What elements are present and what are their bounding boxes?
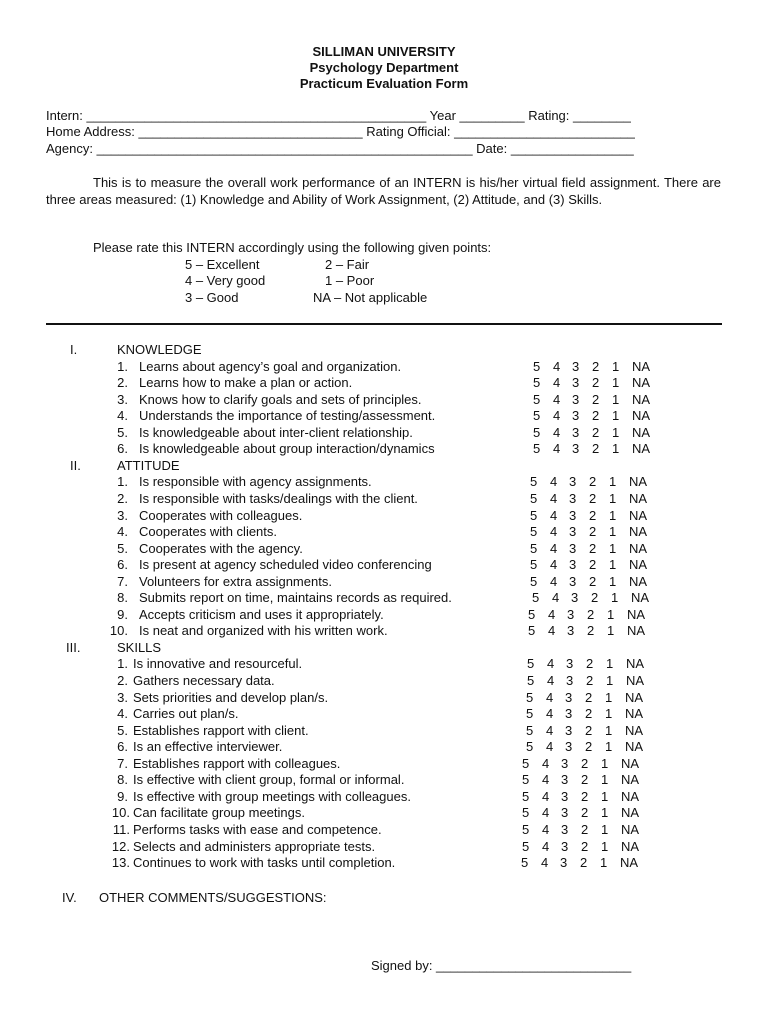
rating-option-3[interactable]: 3 bbox=[572, 358, 580, 374]
item-text: Is responsible with agency assignments. bbox=[139, 474, 372, 490]
item-number: 3. bbox=[117, 507, 128, 523]
evaluation-item bbox=[0, 474, 768, 490]
evaluation-item bbox=[0, 623, 768, 639]
rating-option-1[interactable]: 1 bbox=[609, 507, 617, 523]
section-numeral: II. bbox=[70, 457, 81, 473]
rating-option-3[interactable]: 3 bbox=[561, 755, 569, 771]
section-title: ATTITUDE bbox=[117, 457, 180, 473]
rating-option-2[interactable]: 2 bbox=[585, 689, 593, 705]
address-official-field: Home Address: _______________________________ Rating Official: _________________________ bbox=[46, 124, 635, 139]
item-number: 4. bbox=[117, 408, 128, 424]
rating-option-4[interactable]: 4 bbox=[553, 424, 561, 440]
rating-option-3[interactable]: 3 bbox=[560, 855, 568, 871]
rating-option-3[interactable]: 3 bbox=[569, 557, 577, 573]
evaluation-item bbox=[0, 723, 768, 739]
rating-option-5[interactable]: 5 bbox=[522, 772, 530, 788]
rating-option-na[interactable]: NA bbox=[621, 838, 640, 854]
rating-option-1[interactable]: 1 bbox=[612, 391, 620, 407]
item-number: 13. bbox=[111, 855, 130, 871]
evaluation-item bbox=[0, 359, 768, 375]
intern-year-rating-field: Intern: _______________________________________________ Year _________ Rating: ________ bbox=[46, 108, 631, 123]
item-number: 3. bbox=[117, 391, 128, 407]
rating-option-4[interactable]: 4 bbox=[546, 689, 554, 705]
item-number: 1. bbox=[117, 474, 128, 490]
rating-option-1[interactable]: 1 bbox=[609, 573, 617, 589]
evaluation-item bbox=[0, 656, 768, 672]
rating-option-5[interactable]: 5 bbox=[530, 474, 538, 490]
rating-option-na[interactable]: NA bbox=[625, 739, 644, 755]
item-text: Establishes rapport with colleagues. bbox=[133, 755, 341, 771]
rating-option-1[interactable]: 1 bbox=[612, 424, 620, 440]
rating-option-3[interactable]: 3 bbox=[571, 590, 579, 606]
item-text: Is effective with client group, formal or informal. bbox=[133, 772, 405, 788]
evaluation-item bbox=[0, 508, 768, 524]
evaluation-item bbox=[0, 524, 768, 540]
rating-option-4[interactable]: 4 bbox=[546, 739, 554, 755]
evaluation-item bbox=[0, 822, 768, 838]
item-text: Is effective with group meetings with colleagues. bbox=[133, 788, 411, 804]
rating-option-na[interactable]: NA bbox=[621, 755, 640, 771]
rating-option-1[interactable]: 1 bbox=[605, 739, 613, 755]
rating-option-2[interactable]: 2 bbox=[581, 755, 589, 771]
rating-option-3[interactable]: 3 bbox=[565, 722, 573, 738]
rating-option-3[interactable]: 3 bbox=[561, 805, 569, 821]
rating-option-1[interactable]: 1 bbox=[605, 706, 613, 722]
item-text: Is present at agency scheduled video conferencing bbox=[139, 557, 432, 573]
rating-option-1[interactable]: 1 bbox=[605, 689, 613, 705]
rating-option-2[interactable]: 2 bbox=[586, 673, 594, 688]
rating-option-3[interactable]: 3 bbox=[565, 689, 573, 705]
rating-option-2[interactable]: 2 bbox=[591, 590, 599, 606]
item-number: 2. bbox=[117, 673, 128, 688]
rating-option-5[interactable]: 5 bbox=[530, 524, 538, 540]
evaluation-item bbox=[0, 855, 768, 871]
rating-option-2[interactable]: 2 bbox=[581, 772, 589, 788]
item-text: Understands the importance of testing/assessment. bbox=[139, 408, 436, 424]
rating-option-2[interactable]: 2 bbox=[592, 375, 600, 391]
rating-option-3[interactable]: 3 bbox=[569, 507, 577, 523]
item-number: 5. bbox=[117, 424, 128, 440]
rating-option-5[interactable]: 5 bbox=[533, 391, 541, 407]
rating-option-2[interactable]: 2 bbox=[592, 358, 600, 374]
rating-option-5[interactable]: 5 bbox=[530, 573, 538, 589]
rating-option-1[interactable]: 1 bbox=[609, 474, 617, 490]
rating-option-4[interactable]: 4 bbox=[550, 540, 558, 556]
rating-option-2[interactable]: 2 bbox=[586, 656, 594, 672]
item-number: 11. bbox=[112, 821, 130, 837]
rating-option-3[interactable]: 3 bbox=[567, 606, 575, 622]
section-title: SKILLS bbox=[117, 639, 162, 655]
rating-option-na[interactable]: NA bbox=[629, 524, 648, 540]
rating-option-2[interactable]: 2 bbox=[592, 391, 600, 407]
rating-option-2[interactable]: 2 bbox=[585, 739, 593, 755]
item-number: 2. bbox=[117, 490, 128, 506]
item-number: 5. bbox=[117, 540, 128, 556]
rating-option-5[interactable]: 5 bbox=[522, 821, 530, 837]
rating-option-5[interactable]: 5 bbox=[526, 706, 534, 722]
rating-option-1[interactable]: 1 bbox=[606, 673, 614, 688]
rating-option-4[interactable]: 4 bbox=[542, 821, 550, 837]
item-text: Is an effective interviewer. bbox=[133, 739, 283, 755]
item-number: 12. bbox=[111, 838, 130, 854]
rating-option-4[interactable]: 4 bbox=[542, 788, 550, 804]
item-number: 1. bbox=[117, 656, 128, 672]
rating-option-4[interactable]: 4 bbox=[550, 524, 558, 540]
rating-option-1[interactable]: 1 bbox=[609, 524, 617, 540]
rating-option-5[interactable]: 5 bbox=[533, 424, 541, 440]
rating-option-5[interactable]: 5 bbox=[530, 557, 538, 573]
section-title: KNOWLEDGE bbox=[117, 342, 202, 357]
rating-option-3[interactable]: 3 bbox=[572, 391, 580, 407]
rating-option-3[interactable]: 3 bbox=[565, 706, 573, 722]
rating-option-na[interactable]: NA bbox=[626, 673, 645, 688]
item-number: 7. bbox=[117, 573, 128, 589]
item-number: 8. bbox=[117, 772, 128, 788]
rating-option-4[interactable]: 4 bbox=[542, 755, 550, 771]
scale-poor: 1 – Poor bbox=[325, 273, 375, 288]
rating-option-2[interactable]: 2 bbox=[589, 507, 597, 523]
rating-option-3[interactable]: 3 bbox=[572, 441, 580, 457]
rating-option-1[interactable]: 1 bbox=[609, 540, 617, 556]
item-text: Knows how to clarify goals and sets of principles. bbox=[139, 391, 422, 407]
scale-good: 3 – Good bbox=[185, 290, 239, 305]
rating-option-3[interactable]: 3 bbox=[561, 772, 569, 788]
rating-option-na[interactable]: NA bbox=[629, 474, 648, 490]
item-number: 9. bbox=[117, 606, 128, 622]
scale-very-good: 4 – Very good bbox=[185, 273, 266, 288]
evaluation-item bbox=[0, 574, 768, 590]
item-number: 3. bbox=[117, 689, 128, 705]
rating-option-na[interactable]: NA bbox=[625, 689, 644, 705]
intro-paragraph: This is to measure the overall work performance of an INTERN is his/her virtual field assignment. There are three areas measured: (1) Knowledge and Ability of Work Assignment, (2) Attitude, and (3) Skills. bbox=[46, 175, 721, 207]
rating-option-5[interactable]: 5 bbox=[528, 606, 536, 622]
rating-option-3[interactable]: 3 bbox=[572, 424, 580, 440]
item-text: Cooperates with the agency. bbox=[139, 540, 303, 556]
item-text: Accepts criticism and uses it appropriately. bbox=[139, 606, 384, 622]
rating-option-4[interactable]: 4 bbox=[546, 722, 554, 738]
rating-option-4[interactable]: 4 bbox=[542, 838, 550, 854]
rating-option-3[interactable]: 3 bbox=[561, 838, 569, 854]
item-text: Learns how to make a plan or action. bbox=[139, 375, 353, 391]
rating-option-5[interactable]: 5 bbox=[533, 358, 541, 374]
evaluation-item bbox=[0, 772, 768, 788]
rating-option-5[interactable]: 5 bbox=[530, 540, 538, 556]
university-name: SILLIMAN UNIVERSITY bbox=[312, 44, 456, 59]
item-number: 6. bbox=[117, 441, 128, 457]
rating-option-1[interactable]: 1 bbox=[606, 656, 614, 672]
rating-option-5[interactable]: 5 bbox=[521, 855, 529, 871]
agency-date-field: Agency: ____________________________________________________ Date: _________________ bbox=[46, 141, 634, 156]
rating-option-na[interactable]: NA bbox=[629, 540, 648, 556]
rating-option-5[interactable]: 5 bbox=[522, 788, 530, 804]
item-number: 4. bbox=[117, 706, 128, 722]
rating-option-4[interactable]: 4 bbox=[552, 590, 560, 606]
rating-option-3[interactable]: 3 bbox=[569, 540, 577, 556]
rating-option-na[interactable]: NA bbox=[629, 573, 648, 589]
item-text: Performs tasks with ease and competence. bbox=[133, 821, 382, 837]
rating-option-2[interactable]: 2 bbox=[585, 722, 593, 738]
rating-option-3[interactable]: 3 bbox=[561, 821, 569, 837]
item-text: Is innovative and resourceful. bbox=[133, 656, 303, 672]
item-number: 7. bbox=[117, 755, 128, 771]
item-text: Is responsible with tasks/dealings with the client. bbox=[139, 490, 418, 506]
rating-option-na[interactable]: NA bbox=[629, 557, 648, 573]
rating-option-5[interactable]: 5 bbox=[526, 689, 534, 705]
rating-option-2[interactable]: 2 bbox=[585, 706, 593, 722]
evaluation-item bbox=[0, 739, 768, 755]
evaluation-item bbox=[0, 805, 768, 821]
rating-option-na[interactable]: NA bbox=[621, 788, 640, 804]
rating-option-1[interactable]: 1 bbox=[609, 490, 617, 506]
rating-option-5[interactable]: 5 bbox=[528, 623, 536, 639]
rating-option-1[interactable]: 1 bbox=[607, 606, 615, 622]
rating-option-1[interactable]: 1 bbox=[612, 408, 620, 424]
rating-option-5[interactable]: 5 bbox=[532, 590, 540, 606]
rating-option-2[interactable]: 2 bbox=[581, 838, 589, 854]
item-number: 5. bbox=[117, 722, 128, 738]
section-divider bbox=[46, 323, 722, 325]
rating-option-1[interactable]: 1 bbox=[601, 755, 609, 771]
rating-option-2[interactable]: 2 bbox=[589, 490, 597, 506]
section-numeral: III. bbox=[66, 639, 81, 655]
evaluation-item bbox=[0, 789, 768, 805]
comments-heading: OTHER COMMENTS/SUGGESTIONS: bbox=[99, 890, 327, 905]
rating-option-na[interactable]: NA bbox=[621, 805, 640, 821]
item-text: Cooperates with colleagues. bbox=[139, 507, 303, 523]
rating-option-4[interactable]: 4 bbox=[550, 573, 558, 589]
rating-option-4[interactable]: 4 bbox=[542, 805, 550, 821]
rating-option-5[interactable]: 5 bbox=[530, 507, 538, 523]
rating-option-na[interactable]: NA bbox=[632, 391, 651, 407]
rating-option-5[interactable]: 5 bbox=[533, 375, 541, 391]
rating-option-3[interactable]: 3 bbox=[566, 656, 574, 672]
rating-option-5[interactable]: 5 bbox=[530, 490, 538, 506]
rating-option-3[interactable]: 3 bbox=[569, 573, 577, 589]
rating-option-2[interactable]: 2 bbox=[589, 524, 597, 540]
rating-option-1[interactable]: 1 bbox=[607, 623, 615, 639]
rating-option-4[interactable]: 4 bbox=[550, 507, 558, 523]
rating-option-3[interactable]: 3 bbox=[567, 623, 575, 639]
evaluation-item bbox=[0, 673, 768, 689]
rating-option-3[interactable]: 3 bbox=[572, 375, 580, 391]
rating-option-4[interactable]: 4 bbox=[553, 391, 561, 407]
rating-option-5[interactable]: 5 bbox=[522, 805, 530, 821]
rating-option-4[interactable]: 4 bbox=[542, 772, 550, 788]
item-text: Continues to work with tasks until completion. bbox=[133, 855, 396, 871]
rating-option-3[interactable]: 3 bbox=[569, 524, 577, 540]
rating-option-na[interactable]: NA bbox=[621, 772, 640, 788]
evaluation-item bbox=[0, 392, 768, 408]
rating-option-4[interactable]: 4 bbox=[546, 706, 554, 722]
rating-option-1[interactable]: 1 bbox=[601, 772, 609, 788]
evaluation-item bbox=[0, 408, 768, 424]
item-text: Is knowledgeable about inter-client relationship. bbox=[139, 424, 413, 440]
rating-option-2[interactable]: 2 bbox=[581, 805, 589, 821]
rating-option-1[interactable]: 1 bbox=[601, 805, 609, 821]
rating-option-3[interactable]: 3 bbox=[572, 408, 580, 424]
rating-option-2[interactable]: 2 bbox=[589, 540, 597, 556]
evaluation-item bbox=[0, 425, 768, 441]
item-text: Cooperates with clients. bbox=[139, 524, 278, 540]
rating-option-na[interactable]: NA bbox=[629, 507, 648, 523]
item-text: Submits report on time, maintains records as required. bbox=[139, 590, 452, 606]
scale-fair: 2 – Fair bbox=[325, 257, 370, 272]
rating-option-na[interactable]: NA bbox=[631, 590, 650, 606]
item-text: Carries out plan/s. bbox=[133, 706, 239, 722]
rating-option-5[interactable]: 5 bbox=[533, 408, 541, 424]
evaluation-item bbox=[0, 756, 768, 772]
rating-option-1[interactable]: 1 bbox=[612, 358, 620, 374]
rating-option-na[interactable]: NA bbox=[620, 855, 639, 871]
rating-option-1[interactable]: 1 bbox=[601, 821, 609, 837]
rating-option-4[interactable]: 4 bbox=[547, 673, 555, 688]
rating-option-5[interactable]: 5 bbox=[527, 656, 535, 672]
rating-option-na[interactable]: NA bbox=[629, 490, 648, 506]
item-text: Is neat and organized with his written work. bbox=[139, 623, 388, 639]
rating-option-2[interactable]: 2 bbox=[589, 474, 597, 490]
item-text: Volunteers for extra assignments. bbox=[139, 573, 332, 589]
item-number: 4. bbox=[117, 524, 128, 540]
rating-option-2[interactable]: 2 bbox=[589, 557, 597, 573]
evaluation-item bbox=[0, 491, 768, 507]
rating-option-4[interactable]: 4 bbox=[548, 623, 556, 639]
item-text: Learns about agency’s goal and organization. bbox=[139, 358, 402, 374]
item-text: Establishes rapport with client. bbox=[133, 722, 309, 738]
rating-option-5[interactable]: 5 bbox=[526, 739, 534, 755]
rating-option-na[interactable]: NA bbox=[627, 623, 646, 639]
rating-option-na[interactable]: NA bbox=[625, 706, 644, 722]
evaluation-item bbox=[0, 839, 768, 855]
rating-option-1[interactable]: 1 bbox=[600, 855, 608, 871]
rating-option-3[interactable]: 3 bbox=[569, 490, 577, 506]
rating-option-2[interactable]: 2 bbox=[580, 855, 588, 871]
evaluation-item bbox=[0, 441, 768, 457]
rating-option-3[interactable]: 3 bbox=[561, 788, 569, 804]
rating-option-4[interactable]: 4 bbox=[550, 474, 558, 490]
rating-option-4[interactable]: 4 bbox=[550, 557, 558, 573]
rating-option-1[interactable]: 1 bbox=[609, 557, 617, 573]
item-text: Can facilitate group meetings. bbox=[133, 805, 305, 821]
rating-option-4[interactable]: 4 bbox=[553, 358, 561, 374]
rating-option-4[interactable]: 4 bbox=[553, 375, 561, 391]
rating-option-2[interactable]: 2 bbox=[592, 441, 600, 457]
rating-option-5[interactable]: 5 bbox=[533, 441, 541, 457]
item-text: Selects and administers appropriate tests. bbox=[133, 838, 376, 854]
rating-option-na[interactable]: NA bbox=[632, 375, 651, 391]
form-title: Practicum Evaluation Form bbox=[299, 76, 469, 91]
signature-line: Signed by: ___________________________ bbox=[371, 958, 632, 973]
rating-option-3[interactable]: 3 bbox=[565, 739, 573, 755]
rating-option-4[interactable]: 4 bbox=[547, 656, 555, 672]
evaluation-item bbox=[0, 590, 768, 606]
item-number: 8. bbox=[117, 590, 128, 606]
evaluation-item bbox=[0, 557, 768, 573]
item-number: 10. bbox=[109, 623, 128, 639]
rating-option-na[interactable]: NA bbox=[625, 722, 644, 738]
rating-option-5[interactable]: 5 bbox=[526, 722, 534, 738]
rating-option-na[interactable]: NA bbox=[621, 821, 640, 837]
rating-option-5[interactable]: 5 bbox=[527, 673, 535, 688]
rating-option-1[interactable]: 1 bbox=[612, 375, 620, 391]
rating-option-1[interactable]: 1 bbox=[612, 441, 620, 457]
rating-option-4[interactable]: 4 bbox=[541, 855, 549, 871]
rating-option-2[interactable]: 2 bbox=[581, 821, 589, 837]
rating-option-3[interactable]: 3 bbox=[566, 673, 574, 688]
rating-option-3[interactable]: 3 bbox=[569, 474, 577, 490]
rating-option-na[interactable]: NA bbox=[632, 358, 651, 374]
scale-not-applicable: NA – Not applicable bbox=[313, 290, 428, 305]
item-number: 10. bbox=[111, 805, 130, 821]
rating-option-5[interactable]: 5 bbox=[522, 755, 530, 771]
item-number: 2. bbox=[117, 375, 128, 391]
rating-option-2[interactable]: 2 bbox=[592, 424, 600, 440]
item-number: 9. bbox=[117, 788, 128, 804]
item-number: 1. bbox=[117, 358, 128, 374]
section-numeral: I. bbox=[70, 342, 78, 357]
comments-numeral: IV. bbox=[62, 890, 77, 905]
rating-option-2[interactable]: 2 bbox=[587, 606, 595, 622]
rating-option-na[interactable]: NA bbox=[626, 656, 645, 672]
rating-option-2[interactable]: 2 bbox=[581, 788, 589, 804]
evaluation-item bbox=[0, 541, 768, 557]
rating-option-2[interactable]: 2 bbox=[592, 408, 600, 424]
item-number: 6. bbox=[117, 557, 128, 573]
rating-option-4[interactable]: 4 bbox=[550, 490, 558, 506]
rating-option-2[interactable]: 2 bbox=[589, 573, 597, 589]
rating-option-5[interactable]: 5 bbox=[522, 838, 530, 854]
rating-option-1[interactable]: 1 bbox=[601, 788, 609, 804]
rating-option-4[interactable]: 4 bbox=[548, 606, 556, 622]
item-text: Gathers necessary data. bbox=[133, 673, 275, 688]
rating-option-na[interactable]: NA bbox=[632, 424, 651, 440]
scale-excellent: 5 – Excellent bbox=[185, 257, 260, 272]
item-number: 6. bbox=[117, 739, 128, 755]
rating-option-na[interactable]: NA bbox=[632, 408, 651, 424]
item-text: Is knowledgeable about group interaction/dynamics bbox=[139, 441, 435, 457]
evaluation-item bbox=[0, 690, 768, 706]
rating-option-1[interactable]: 1 bbox=[605, 722, 613, 738]
rating-option-1[interactable]: 1 bbox=[611, 590, 619, 606]
rating-option-na[interactable]: NA bbox=[632, 441, 651, 457]
rating-instruction: Please rate this INTERN accordingly using the following given points: bbox=[93, 240, 492, 255]
evaluation-item bbox=[0, 607, 768, 623]
rating-option-4[interactable]: 4 bbox=[553, 408, 561, 424]
rating-option-na[interactable]: NA bbox=[627, 606, 646, 622]
evaluation-item bbox=[0, 706, 768, 722]
evaluation-item bbox=[0, 375, 768, 391]
department-name: Psychology Department bbox=[309, 60, 459, 75]
item-text: Sets priorities and develop plan/s. bbox=[133, 689, 329, 705]
rating-option-1[interactable]: 1 bbox=[601, 838, 609, 854]
rating-option-2[interactable]: 2 bbox=[587, 623, 595, 639]
rating-option-4[interactable]: 4 bbox=[553, 441, 561, 457]
